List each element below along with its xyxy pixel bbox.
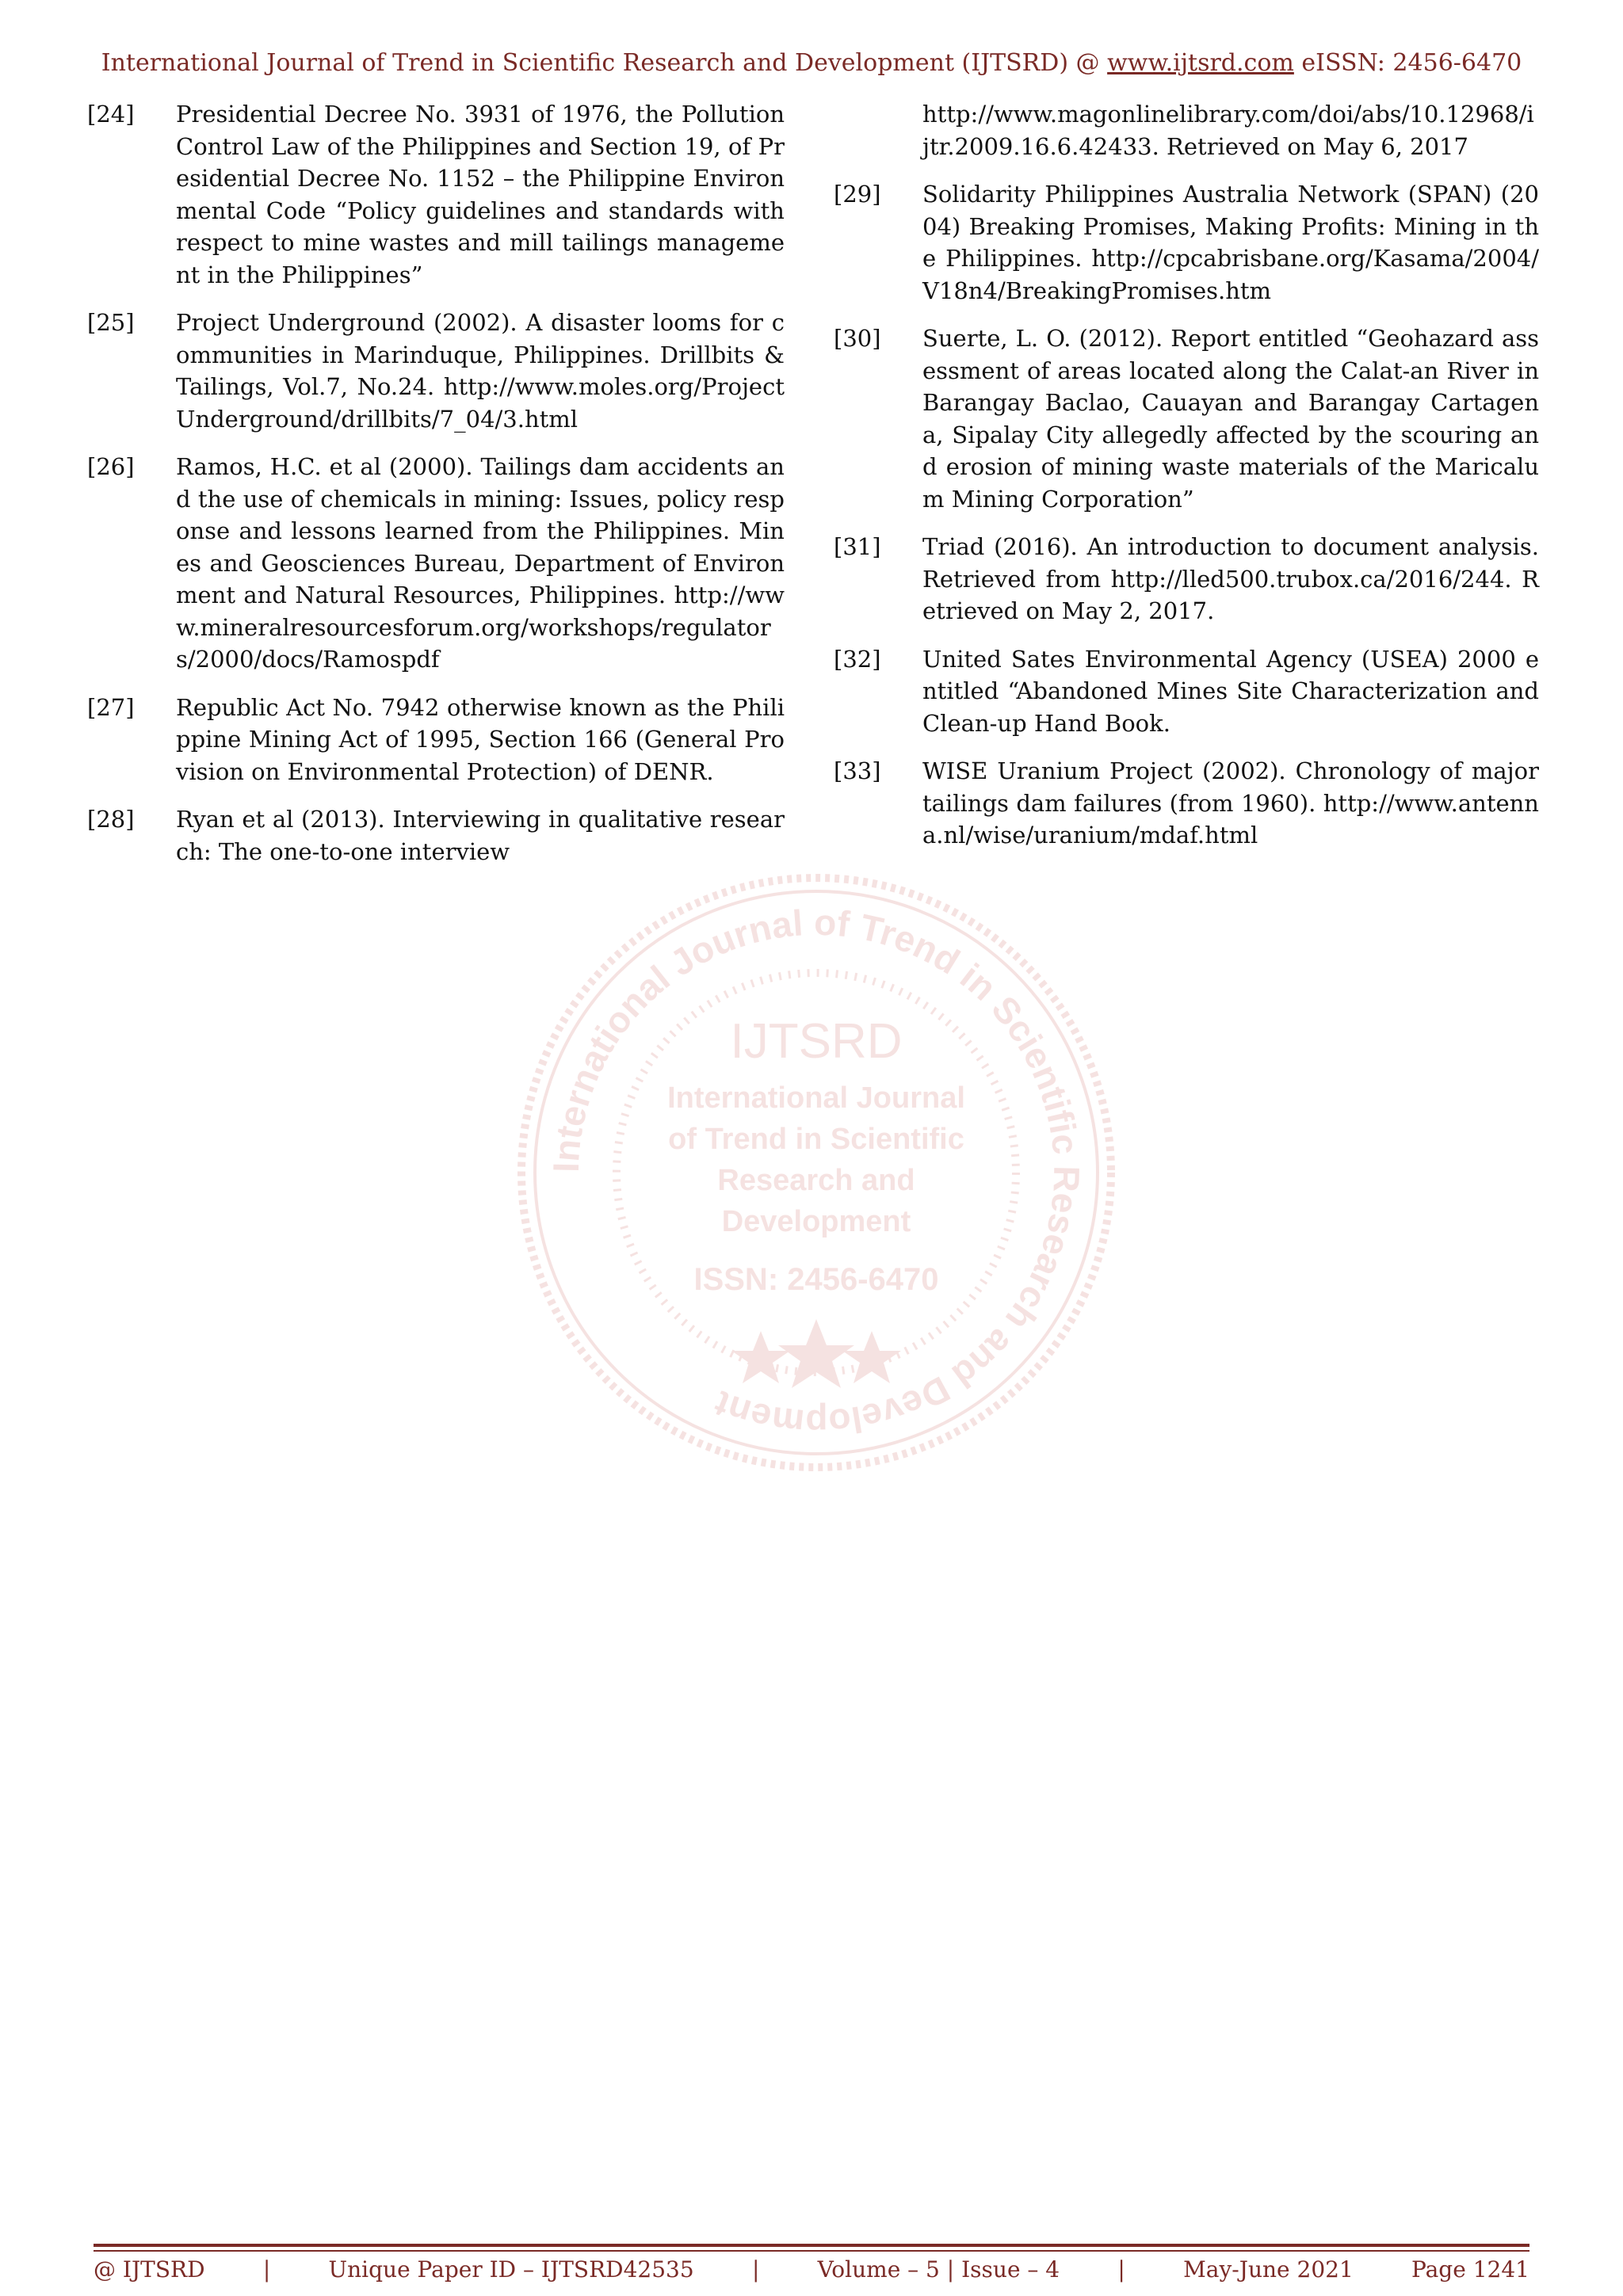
running-header (0, 49, 1623, 77)
reference-number: [27] (87, 693, 135, 721)
reference-text: Triad (2016). An introduction to document analysis. Retrieved from http://lled500.trubox.ca/2016/244. Retrieved on May 2, 2017. (922, 533, 1539, 624)
references-right-column (834, 98, 1539, 868)
reference-item (834, 531, 1539, 627)
reference-number: [28] (87, 806, 135, 833)
reference-text: WISE Uranium Project (2002). Chronology of major tailings dam failures (from 1960). http://www.antenna.nl/wise/uranium/mdaf.html (922, 757, 1539, 849)
reference-item (834, 322, 1539, 515)
reference-item (87, 692, 785, 788)
reference-text: Project Underground (2002). A disaster looms for communities in Marinduque, Philippines. Drillbits & Tailings, Vol.7, No.24. http://www.moles.org/ProjectUnderground/drillbits/7_04/3.html (176, 309, 785, 433)
footer-separator: | (262, 2256, 271, 2283)
reference-text: Suerte, L. O. (2012). Report entitled “Geohazard assessment of areas located along the Calat-an River in Barangay Baclao, Cauayan and Barangay Cartagena, Sipalay City allegedly affected by the scouring and erosion of mining waste materials of the Maricalum Mining Corporation” (922, 325, 1539, 513)
seal-issn: ISSN: 2456-6470 (693, 1262, 939, 1297)
reference-continuation (834, 98, 1539, 162)
seal-line-1: International Journal (667, 1081, 965, 1115)
reference-number: [29] (834, 181, 881, 208)
reference-number: [26] (87, 453, 135, 480)
header-journal-title: International Journal of Trend in Scientific Research and Development (IJTSRD) @ (101, 49, 1100, 77)
seal-stars (731, 1319, 901, 1388)
seal-acronym: IJTSRD (730, 1014, 903, 1069)
footer-page-number: Page 1241 (1411, 2256, 1529, 2283)
reference-number: [24] (87, 101, 135, 128)
reference-text: Ramos, H.C. et al (2000). Tailings dam accidents and the use of chemicals in mining: Issues, policy response and lessons learned from the Philippines. Mines and Geosciences Bureau, Department of Environment and Natural Resources, Philippines. http://www.mineralresourcesforum.org/workshops/regulators/2000/docs/Ramospdf (176, 453, 785, 673)
reference-item (87, 307, 785, 435)
reference-item (87, 98, 785, 291)
reference-number: [30] (834, 325, 881, 352)
seal-line-2: of Trend in Scientific (668, 1123, 964, 1156)
reference-text: http://www.magonlinelibrary.com/doi/abs/10.12968/ijtr.2009.16.6.42433. Retrieved on May 6, 2017 (922, 101, 1534, 160)
reference-text: Solidarity Philippines Australia Network (SPAN) (2004) Breaking Promises, Making Profits: Mining in the Philippines. http://cpcabrisbane.org/Kasama/2004/V18n4/BreakingPromises.htm (922, 181, 1539, 304)
footer-date: May-June 2021 (1183, 2256, 1354, 2283)
running-footer (94, 2256, 1529, 2283)
star-icon (778, 1319, 854, 1388)
reference-text: Ryan et al (2013). Interviewing in qualitative research: The one-to-one interview (176, 806, 785, 865)
footer-rule-thin (94, 2250, 1529, 2252)
footer-rule (94, 2244, 1529, 2247)
star-icon (842, 1331, 901, 1383)
header-website-link[interactable]: www.ijtsrd.com (1107, 49, 1294, 77)
reference-text: Presidential Decree No. 3931 of 1976, the Pollution Control Law of the Philippines and Section 19, of Presidential Decree No. 1152 – the Philippine Environmental Code “Policy guidelines and standards with respect to mine wastes and mill tailings management in the Philippines” (176, 101, 785, 288)
footer-paper-id: Unique Paper ID – IJTSRD42535 (328, 2256, 694, 2283)
footer-separator: | (1117, 2256, 1125, 2283)
references-left-column (87, 98, 785, 883)
reference-text: United Sates Environmental Agency (USEA) 2000 entitled “Abandoned Mines Site Characterization and Clean-up Hand Book. (922, 645, 1539, 737)
reference-item (87, 451, 785, 676)
footer-separator: | (751, 2256, 760, 2283)
header-eissn: eISSN: 2456-6470 (1301, 49, 1522, 77)
reference-number: [25] (87, 309, 135, 336)
footer-volume-issue: Volume – 5 | Issue – 4 (817, 2256, 1060, 2283)
reference-item (834, 643, 1539, 740)
reference-item (87, 803, 785, 868)
reference-item (834, 755, 1539, 852)
reference-item (834, 178, 1539, 307)
seal-ring-text-path: International Journal of Trend in Scientific Research and Development (544, 901, 1088, 1444)
reference-text: Republic Act No. 7942 otherwise known as the Philippine Mining Act of 1995, Section 166 (General Provision on Environmental Protection) of DENR. (176, 693, 785, 785)
journal-seal-watermark (507, 864, 1125, 1482)
reference-number: [31] (834, 533, 881, 560)
reference-number: [33] (834, 757, 881, 784)
seal-line-4: Development (721, 1205, 911, 1238)
reference-number: [32] (834, 645, 881, 673)
seal-line-3: Research and (717, 1164, 915, 1197)
footer-journal: @ IJTSRD (94, 2256, 205, 2283)
